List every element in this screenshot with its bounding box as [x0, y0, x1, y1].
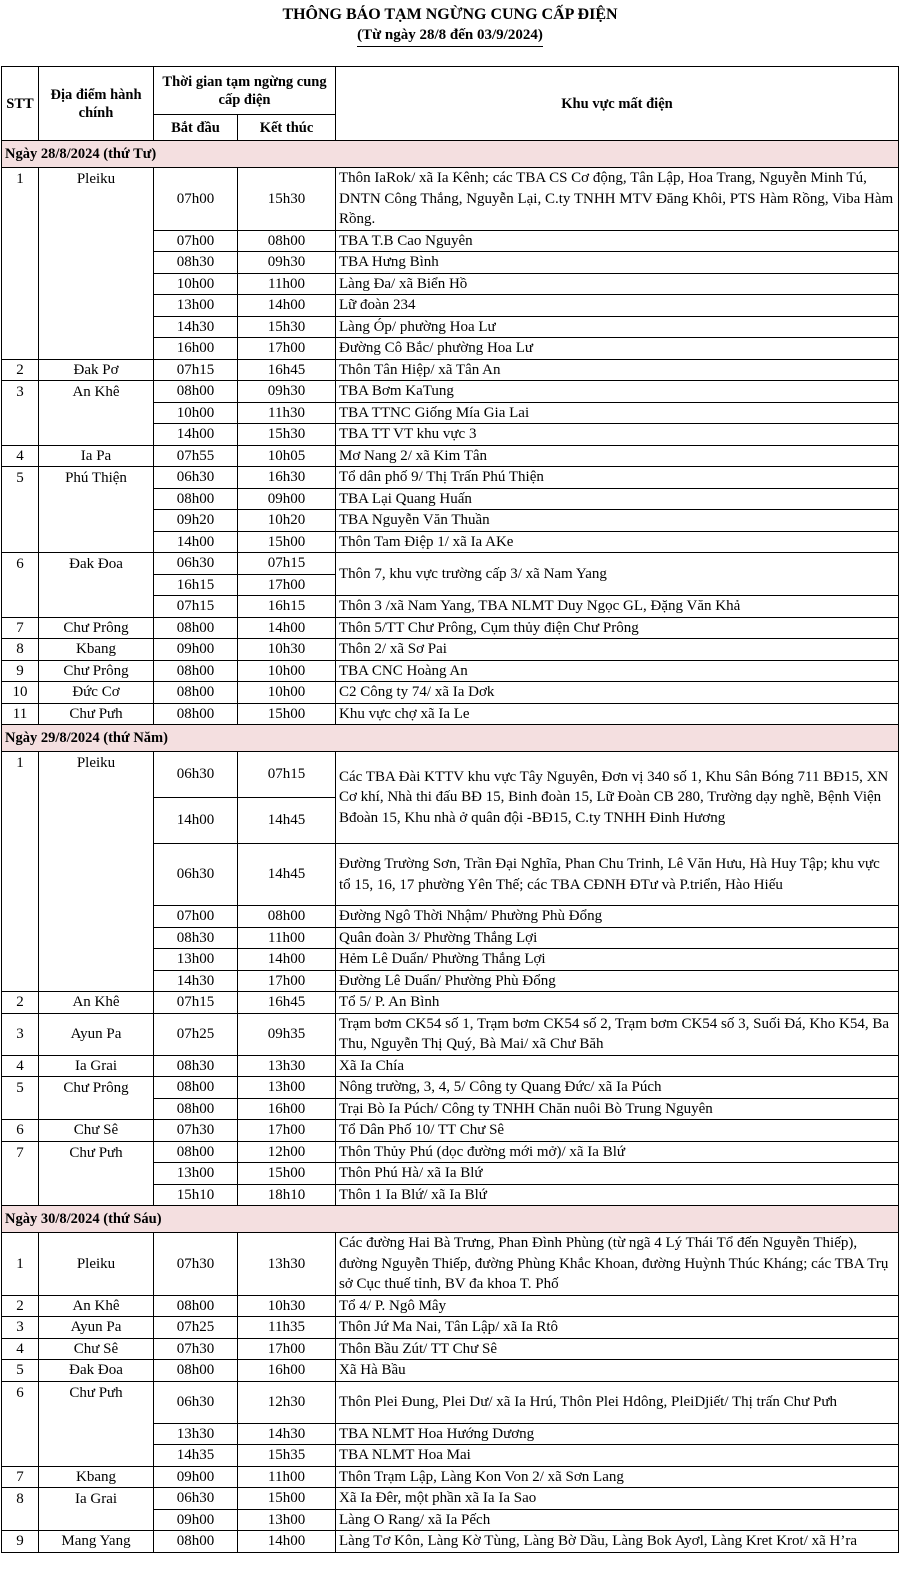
start-time-cell: 07h30	[154, 1338, 238, 1360]
end-time-cell: 17h00	[238, 574, 336, 596]
start-time-cell: 08h00	[154, 660, 238, 682]
table-row	[2, 1233, 899, 1296]
area-cell: Mơ Nang 2/ xã Kim Tân	[336, 445, 899, 467]
area-cell: Đường Ngô Thời Nhậm/ Phường Phù Đổng	[336, 906, 899, 928]
start-time-cell: 07h25	[154, 1013, 238, 1055]
header-stt: STT	[2, 67, 39, 141]
stt-cell: 8	[2, 1488, 39, 1531]
end-time-cell: 15h30	[238, 424, 336, 446]
location-cell: Đức Cơ	[39, 682, 154, 704]
start-time-cell: 08h00	[154, 1360, 238, 1382]
area-cell: Thôn Tân Hiệp/ xã Tân An	[336, 359, 899, 381]
table-row	[2, 1077, 899, 1099]
area-cell: TBA Lại Quang Huấn	[336, 488, 899, 510]
start-time-cell: 14h00	[154, 531, 238, 553]
location-cell: Mang Yang	[39, 1531, 154, 1553]
header-location: Địa điểm hành chính	[39, 67, 154, 141]
area-cell: Lữ đoàn 234	[336, 295, 899, 317]
start-time-cell: 14h00	[154, 798, 238, 844]
location-cell: Đak Pơ	[39, 359, 154, 381]
end-time-cell: 13h30	[238, 1055, 336, 1077]
area-cell: Tổ Dân Phố 10/ TT Chư Sê	[336, 1120, 899, 1142]
location-cell: Chư Prông	[39, 1077, 154, 1120]
location-cell: Chư Prông	[39, 617, 154, 639]
area-cell: Đường Trường Sơn, Trần Đại Nghĩa, Phan Chu Trinh, Lê Văn Hưu, Hà Huy Tập; khu vực tổ 15, 16, 17 phường Yên Thế; các TBA CĐNH ĐTư và P.triển, Hào Hiếu	[336, 844, 899, 906]
area-cell: Thôn 7, khu vực trường cấp 3/ xã Nam Yang	[336, 553, 899, 596]
end-time-cell: 15h30	[238, 316, 336, 338]
location-cell: Pleiku	[39, 752, 154, 992]
location-cell: Ia Pa	[39, 445, 154, 467]
end-time-cell: 15h00	[238, 531, 336, 553]
area-cell: Tổ 4/ P. Ngô Mây	[336, 1295, 899, 1317]
location-cell: Pleiku	[39, 1233, 154, 1296]
start-time-cell: 14h35	[154, 1445, 238, 1467]
start-time-cell: 09h00	[154, 639, 238, 661]
end-time-cell: 14h00	[238, 949, 336, 971]
location-cell: Pleiku	[39, 168, 154, 360]
table-row	[2, 1295, 899, 1317]
end-time-cell: 17h00	[238, 1120, 336, 1142]
location-cell: Kbang	[39, 1466, 154, 1488]
area-cell: Tổ dân phố 9/ Thị Trấn Phú Thiện	[336, 467, 899, 489]
start-time-cell: 07h15	[154, 992, 238, 1014]
stt-cell: 1	[2, 1233, 39, 1296]
start-time-cell: 06h30	[154, 844, 238, 906]
location-cell: Ayun Pa	[39, 1317, 154, 1339]
end-time-cell: 13h00	[238, 1509, 336, 1531]
start-time-cell: 09h00	[154, 1509, 238, 1531]
page-title: THÔNG BÁO TẠM NGỪNG CUNG CẤP ĐIỆN	[282, 6, 618, 23]
area-cell: Làng Tơ Kôn, Làng Kờ Tùng, Làng Bờ Dầu, Làng Bok Ayơl, Làng Kret Krot/ xã H’ra	[336, 1531, 899, 1553]
area-cell: Làng Đa/ xã Biển Hồ	[336, 273, 899, 295]
area-cell: TBA TT VT khu vực 3	[336, 424, 899, 446]
start-time-cell: 08h00	[154, 1531, 238, 1553]
end-time-cell: 08h00	[238, 906, 336, 928]
stt-cell: 2	[2, 1295, 39, 1317]
area-cell: Hẻm Lê Duẩn/ Phường Thắng Lợi	[336, 949, 899, 971]
area-cell: Thôn 2/ xã Sơ Pai	[336, 639, 899, 661]
start-time-cell: 13h00	[154, 1163, 238, 1185]
stt-cell: 4	[2, 445, 39, 467]
end-time-cell: 09h30	[238, 381, 336, 403]
table-row	[2, 359, 899, 381]
table-row	[2, 660, 899, 682]
day-header-row	[2, 141, 899, 168]
header-start: Bắt đầu	[154, 115, 238, 141]
start-time-cell: 08h00	[154, 682, 238, 704]
start-time-cell: 06h30	[154, 1381, 238, 1423]
start-time-cell: 07h30	[154, 1233, 238, 1296]
outage-table	[1, 66, 899, 1553]
start-time-cell: 06h30	[154, 1488, 238, 1510]
table-row	[2, 1141, 899, 1163]
start-time-cell: 08h30	[154, 1055, 238, 1077]
location-cell: Phú Thiện	[39, 467, 154, 553]
start-time-cell: 13h00	[154, 295, 238, 317]
end-time-cell: 14h45	[238, 844, 336, 906]
area-cell: TBA Hưng Bình	[336, 252, 899, 274]
location-cell: An Khê	[39, 1295, 154, 1317]
end-time-cell: 09h00	[238, 488, 336, 510]
table-body	[2, 141, 899, 1553]
end-time-cell: 16h45	[238, 992, 336, 1014]
end-time-cell: 16h00	[238, 1098, 336, 1120]
end-time-cell: 14h00	[238, 617, 336, 639]
stt-cell: 2	[2, 359, 39, 381]
location-cell: Ayun Pa	[39, 1013, 154, 1055]
start-time-cell: 16h15	[154, 574, 238, 596]
location-cell: Ia Grai	[39, 1488, 154, 1531]
end-time-cell: 11h35	[238, 1317, 336, 1339]
stt-cell: 6	[2, 553, 39, 618]
location-cell: Chư Prông	[39, 660, 154, 682]
area-cell: Làng Óp/ phường Hoa Lư	[336, 316, 899, 338]
table-row	[2, 617, 899, 639]
start-time-cell: 06h30	[154, 467, 238, 489]
location-cell: Đak Đoa	[39, 553, 154, 618]
start-time-cell: 06h30	[154, 553, 238, 575]
end-time-cell: 10h00	[238, 660, 336, 682]
start-time-cell: 07h25	[154, 1317, 238, 1339]
stt-cell: 5	[2, 1077, 39, 1120]
end-time-cell: 10h05	[238, 445, 336, 467]
start-time-cell: 10h00	[154, 402, 238, 424]
end-time-cell: 16h45	[238, 359, 336, 381]
table-row	[2, 1338, 899, 1360]
start-time-cell: 14h30	[154, 316, 238, 338]
page-subtitle: (Từ ngày 28/8 đến 03/9/2024)	[357, 25, 543, 47]
end-time-cell: 07h15	[238, 553, 336, 575]
end-time-cell: 10h20	[238, 510, 336, 532]
area-cell: Trạm bơm CK54 số 1, Trạm bơm CK54 số 2, Trạm bơm CK54 số 3, Suối Đá, Kho K54, Ba Thu, Nguyễn Thị Quý, Bà Mai/ xã Chư Băh	[336, 1013, 899, 1055]
start-time-cell: 07h00	[154, 230, 238, 252]
table-row	[2, 1013, 899, 1055]
area-cell: Đường Lê Duẩn/ Phường Phù Đổng	[336, 970, 899, 992]
table-row	[2, 639, 899, 661]
start-time-cell: 13h00	[154, 949, 238, 971]
header-time-group: Thời gian tạm ngừng cung cấp điện	[154, 67, 336, 115]
end-time-cell: 14h00	[238, 1531, 336, 1553]
table-row	[2, 703, 899, 725]
end-time-cell: 11h00	[238, 927, 336, 949]
area-cell: TBA CNC Hoàng An	[336, 660, 899, 682]
area-cell: Khu vực chợ xã Ia Le	[336, 703, 899, 725]
end-time-cell: 15h30	[238, 168, 336, 231]
end-time-cell: 15h00	[238, 1488, 336, 1510]
area-cell: TBA Bơm KaTung	[336, 381, 899, 403]
area-cell: Các đường Hai Bà Trưng, Phan Đình Phùng (từ ngã 4 Lý Thái Tổ đến Nguyễn Thiếp), đường Nguyễn Thiếp, đường Phùng Khắc Khoan, đường Huỳnh Thúc Kháng; các TBA Trụ sở Cục thuế tỉnh, BV đa khoa T. Phố	[336, 1233, 899, 1296]
area-cell: Đường Cô Bắc/ phường Hoa Lư	[336, 338, 899, 360]
start-time-cell: 08h30	[154, 927, 238, 949]
stt-cell: 2	[2, 992, 39, 1014]
table-row	[2, 682, 899, 704]
area-cell: Các TBA Đài KTTV khu vực Tây Nguyên, Đơn vị 340 số 1, Khu Sân Bóng 711 BĐ15, XN Cơ khí, Nhà thi đấu BĐ 15, Binh đoàn 15, Lữ Đoàn CB 280, Trường dạy nghề, Bệnh Viện Bđoàn 15, Khu nhà ở quân đội -BĐ15, C.ty TNHH Đinh Hương	[336, 752, 899, 844]
area-cell: Thôn 5/TT Chư Prông, Cụm thủy điện Chư Prông	[336, 617, 899, 639]
location-cell: Chư Pưh	[39, 703, 154, 725]
start-time-cell: 14h30	[154, 970, 238, 992]
table-row	[2, 553, 899, 575]
start-time-cell: 10h00	[154, 273, 238, 295]
area-cell: Thôn 3 /xã Nam Yang, TBA NLMT Duy Ngọc GL, Đặng Văn Khả	[336, 596, 899, 618]
end-time-cell: 12h30	[238, 1381, 336, 1423]
day-header-row	[2, 725, 899, 752]
area-cell: Thôn IaRok/ xã Ia Kênh; các TBA CS Cơ động, Tân Lập, Hoa Trang, Nguyễn Minh Tú, DNTN Công Thắng, Nguyễn Lại, C.ty TNHH MTV Đăng Khôi, PTS Hàm Rồng, Viba Hàm Rồng.	[336, 168, 899, 231]
location-cell: Chư Pưh	[39, 1141, 154, 1206]
location-cell: An Khê	[39, 381, 154, 446]
end-time-cell: 15h00	[238, 1163, 336, 1185]
start-time-cell: 07h00	[154, 906, 238, 928]
start-time-cell: 09h20	[154, 510, 238, 532]
end-time-cell: 17h00	[238, 338, 336, 360]
end-time-cell: 11h00	[238, 1466, 336, 1488]
start-time-cell: 08h00	[154, 381, 238, 403]
area-cell: Thôn Trạm Lập, Làng Kon Von 2/ xã Sơn Lang	[336, 1466, 899, 1488]
end-time-cell: 11h00	[238, 273, 336, 295]
end-time-cell: 15h00	[238, 703, 336, 725]
area-cell: Xã Hà Bầu	[336, 1360, 899, 1382]
stt-cell: 5	[2, 1360, 39, 1382]
stt-cell: 7	[2, 617, 39, 639]
start-time-cell: 15h10	[154, 1184, 238, 1206]
end-time-cell: 08h00	[238, 230, 336, 252]
table-row	[2, 168, 899, 231]
area-cell: Trại Bò Ia Púch/ Công ty TNHH Chăn nuôi Bò Trung Nguyên	[336, 1098, 899, 1120]
start-time-cell: 08h00	[154, 488, 238, 510]
start-time-cell: 06h30	[154, 752, 238, 798]
day-label: Ngày 29/8/2024 (thứ Năm)	[2, 725, 899, 752]
area-cell: TBA NLMT Hoa Mai	[336, 1445, 899, 1467]
stt-cell: 9	[2, 1531, 39, 1553]
start-time-cell: 08h00	[154, 703, 238, 725]
end-time-cell: 16h00	[238, 1360, 336, 1382]
area-cell: Quân đoàn 3/ Phường Thắng Lợi	[336, 927, 899, 949]
start-time-cell: 08h00	[154, 1077, 238, 1099]
location-cell: Chư Pưh	[39, 1381, 154, 1466]
end-time-cell: 12h00	[238, 1141, 336, 1163]
end-time-cell: 17h00	[238, 970, 336, 992]
table-row	[2, 467, 899, 489]
start-time-cell: 08h00	[154, 1098, 238, 1120]
area-cell: Xã Ia Chía	[336, 1055, 899, 1077]
end-time-cell: 16h15	[238, 596, 336, 618]
start-time-cell: 07h00	[154, 168, 238, 231]
end-time-cell: 10h30	[238, 1295, 336, 1317]
area-cell: TBA T.B Cao Nguyên	[336, 230, 899, 252]
table-row	[2, 1120, 899, 1142]
area-cell: Thôn Plei Đung, Plei Dư/ xã Ia Hrú, Thôn Plei Hdông, PleiDjiết/ Thị trấn Chư Pưh	[336, 1381, 899, 1423]
end-time-cell: 14h45	[238, 798, 336, 844]
area-cell: Thôn Bầu Zút/ TT Chư Sê	[336, 1338, 899, 1360]
stt-cell: 1	[2, 752, 39, 992]
stt-cell: 4	[2, 1055, 39, 1077]
area-cell: Xã Ia Đêr, một phần xã Ia Ia Sao	[336, 1488, 899, 1510]
day-label: Ngày 28/8/2024 (thứ Tư)	[2, 141, 899, 168]
table-row	[2, 1055, 899, 1077]
table-row	[2, 1360, 899, 1382]
end-time-cell: 09h35	[238, 1013, 336, 1055]
table-row	[2, 1531, 899, 1553]
end-time-cell: 10h00	[238, 682, 336, 704]
table-row	[2, 752, 899, 798]
area-cell: Làng O Rang/ xã Ia Pếch	[336, 1509, 899, 1531]
start-time-cell: 16h00	[154, 338, 238, 360]
stt-cell: 6	[2, 1381, 39, 1466]
table-row	[2, 1317, 899, 1339]
start-time-cell: 08h30	[154, 252, 238, 274]
table-row	[2, 445, 899, 467]
stt-cell: 6	[2, 1120, 39, 1142]
day-label: Ngày 30/8/2024 (thứ Sáu)	[2, 1206, 899, 1233]
start-time-cell: 08h00	[154, 617, 238, 639]
stt-cell: 9	[2, 660, 39, 682]
start-time-cell: 08h00	[154, 1141, 238, 1163]
table-row	[2, 381, 899, 403]
end-time-cell: 09h30	[238, 252, 336, 274]
start-time-cell: 07h30	[154, 1120, 238, 1142]
table-row	[2, 1488, 899, 1510]
table-row	[2, 1466, 899, 1488]
location-cell: Ia Grai	[39, 1055, 154, 1077]
area-cell: Nông trường, 3, 4, 5/ Công ty Quang Đức/ xã Ia Púch	[336, 1077, 899, 1099]
table-row	[2, 1381, 899, 1423]
area-cell: C2 Công ty 74/ xã Ia Dơk	[336, 682, 899, 704]
area-cell: TBA Nguyễn Văn Thuần	[336, 510, 899, 532]
location-cell: An Khê	[39, 992, 154, 1014]
end-time-cell: 07h15	[238, 752, 336, 798]
table-row	[2, 992, 899, 1014]
stt-cell: 3	[2, 1317, 39, 1339]
area-cell: Thôn 1 Ia Blứ/ xã Ia Blứ	[336, 1184, 899, 1206]
location-cell: Chư Sê	[39, 1120, 154, 1142]
area-cell: Thôn Tam Điệp 1/ xã Ia AKe	[336, 531, 899, 553]
header-end: Kết thúc	[238, 115, 336, 141]
stt-cell: 10	[2, 682, 39, 704]
stt-cell: 11	[2, 703, 39, 725]
stt-cell: 1	[2, 168, 39, 360]
end-time-cell: 14h30	[238, 1423, 336, 1445]
start-time-cell: 07h55	[154, 445, 238, 467]
stt-cell: 4	[2, 1338, 39, 1360]
area-cell: Thôn Phú Hà/ xã Ia Blứ	[336, 1163, 899, 1185]
location-cell: Kbang	[39, 639, 154, 661]
stt-cell: 7	[2, 1141, 39, 1206]
start-time-cell: 08h00	[154, 1295, 238, 1317]
header-area: Khu vực mất điện	[336, 67, 899, 141]
location-cell: Chư Sê	[39, 1338, 154, 1360]
start-time-cell: 07h15	[154, 359, 238, 381]
end-time-cell: 17h00	[238, 1338, 336, 1360]
area-cell: Thôn Thủy Phú (dọc đường mới mở)/ xã Ia Blứ	[336, 1141, 899, 1163]
day-header-row	[2, 1206, 899, 1233]
start-time-cell: 13h30	[154, 1423, 238, 1445]
area-cell: TBA NLMT Hoa Hướng Dương	[336, 1423, 899, 1445]
end-time-cell: 11h30	[238, 402, 336, 424]
end-time-cell: 13h30	[238, 1233, 336, 1296]
end-time-cell: 14h00	[238, 295, 336, 317]
area-cell: Thôn Jứ Ma Nai, Tân Lập/ xã Ia Rtô	[336, 1317, 899, 1339]
start-time-cell: 07h15	[154, 596, 238, 618]
stt-cell: 3	[2, 1013, 39, 1055]
end-time-cell: 13h00	[238, 1077, 336, 1099]
stt-cell: 8	[2, 639, 39, 661]
stt-cell: 5	[2, 467, 39, 553]
start-time-cell: 14h00	[154, 424, 238, 446]
end-time-cell: 16h30	[238, 467, 336, 489]
location-cell: Đak Đoa	[39, 1360, 154, 1382]
stt-cell: 7	[2, 1466, 39, 1488]
stt-cell: 3	[2, 381, 39, 446]
end-time-cell: 18h10	[238, 1184, 336, 1206]
end-time-cell: 15h35	[238, 1445, 336, 1467]
start-time-cell: 09h00	[154, 1466, 238, 1488]
area-cell: TBA TTNC Giống Mía Gia Lai	[336, 402, 899, 424]
area-cell: Tổ 5/ P. An Bình	[336, 992, 899, 1014]
document-header	[0, 4, 900, 47]
end-time-cell: 10h30	[238, 639, 336, 661]
